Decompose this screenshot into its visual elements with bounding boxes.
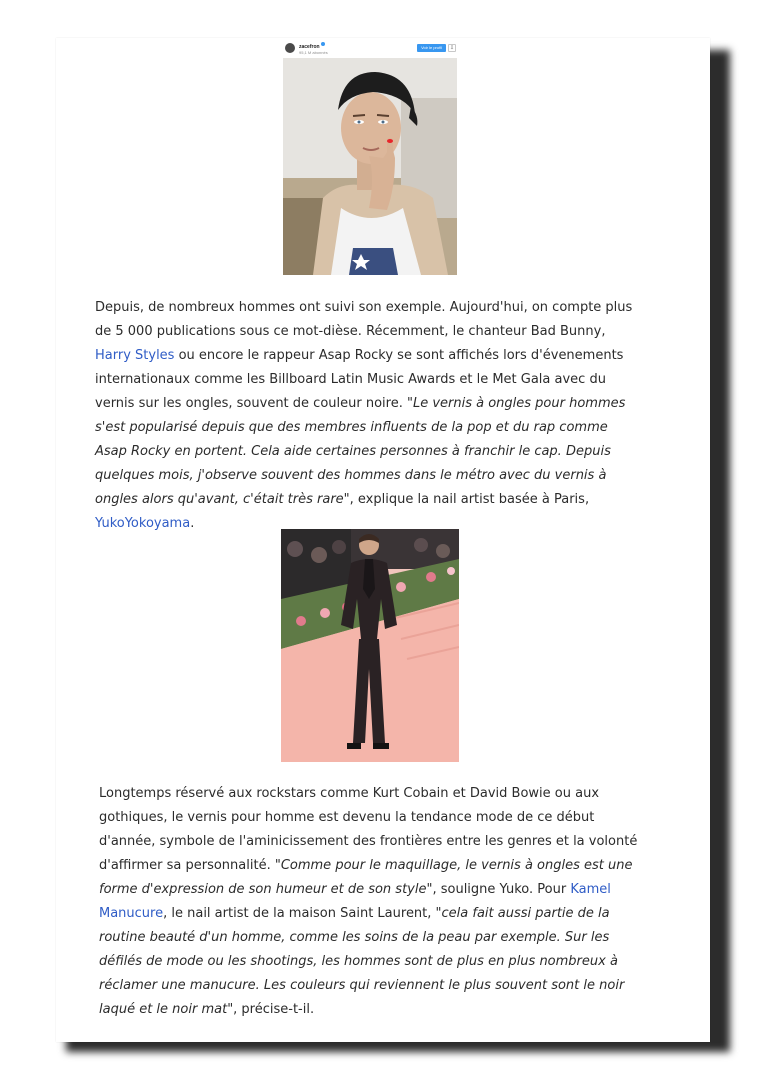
instagram-embed	[282, 40, 458, 275]
instagram-username[interactable]: zacefron	[299, 44, 320, 50]
avatar[interactable]	[285, 43, 295, 53]
paragraph-text: Depuis, de nombreux hommes ont suivi son exemple. Aujourd'hui, on compte plus de 5 000 publications sous ce mot-dièse. Récemment, le chanteur Bad Bunny,	[95, 300, 633, 339]
portrait-image	[283, 58, 457, 275]
harry-styles-link[interactable]: Harry Styles	[95, 348, 175, 363]
verified-icon	[321, 42, 325, 46]
download-icon[interactable]: ⇩	[449, 45, 455, 51]
article-paragraph-2	[99, 782, 647, 1022]
quote-text: cela fait aussi partie de la routine beauté d'un homme, comme les soins de la peau par exemple. Sur les défilés de mode ou les shootings, les hommes sont de plus en plus nombreux à réclamer une manucure. Les couleurs qui reviennent le plus souvent sont le noir laqué et le noir mat	[99, 906, 625, 1017]
yuko-yokoyama-link[interactable]: YukoYokoyama	[95, 516, 191, 531]
instagram-user-info	[299, 41, 328, 55]
instagram-header	[282, 40, 458, 56]
paragraph-text: ou encore le rappeur Asap Rocky se sont affichés lors d'évenements internationaux comme les Billboard Latin Music Awards et le Met Gala avec du vernis sur les ongles, souvent de couleur noire. "	[95, 348, 624, 411]
instagram-followers: 95,1 M abonnés	[299, 50, 328, 55]
paragraph-text: ", explique la nail artist basée à Paris,	[343, 492, 590, 507]
article-page	[56, 38, 710, 1042]
instagram-photo[interactable]	[283, 58, 457, 275]
paragraph-text: , souligne Yuko. Pour	[432, 882, 571, 897]
quote-text: Le vernis à ongles pour hommes s'est popularisé depuis que des membres influents de la pop et du rap comme Asap Rocky en portent. Cela aide certaines personnes à franchir le cap. Depuis quelques mois, j'observe souvent des hommes dans le métro avec du vernis à ongles alors qu'avant, c'était très rare	[95, 396, 626, 507]
instagram-username-row[interactable]	[299, 41, 328, 50]
paragraph-text: ", précise-t-il.	[227, 1002, 315, 1017]
paragraph-text: Longtemps réservé aux rockstars comme Kurt Cobain et David Bowie ou aux gothiques, le vernis pour homme est devenu la tendance mode de ce début d'année, symbole de l'aminicissement des frontières entre les genres et la volonté d'affirmer sa personnalité. "	[99, 786, 638, 873]
red-carpet-image	[281, 529, 459, 762]
kamel-manucure-link[interactable]: Kamel Manucure	[99, 882, 611, 921]
paragraph-text: , le nail artist de la maison Saint Laurent, "	[163, 906, 442, 921]
quote-text: Comme pour le maquillage, le vernis à ongles est une forme d'expression de son humeur et de son style"	[99, 858, 633, 897]
paragraph-text: .	[190, 516, 195, 531]
article-paragraph-1	[95, 296, 643, 536]
met-gala-photo	[281, 529, 459, 762]
view-profile-button[interactable]: Voir le profil	[417, 44, 446, 52]
